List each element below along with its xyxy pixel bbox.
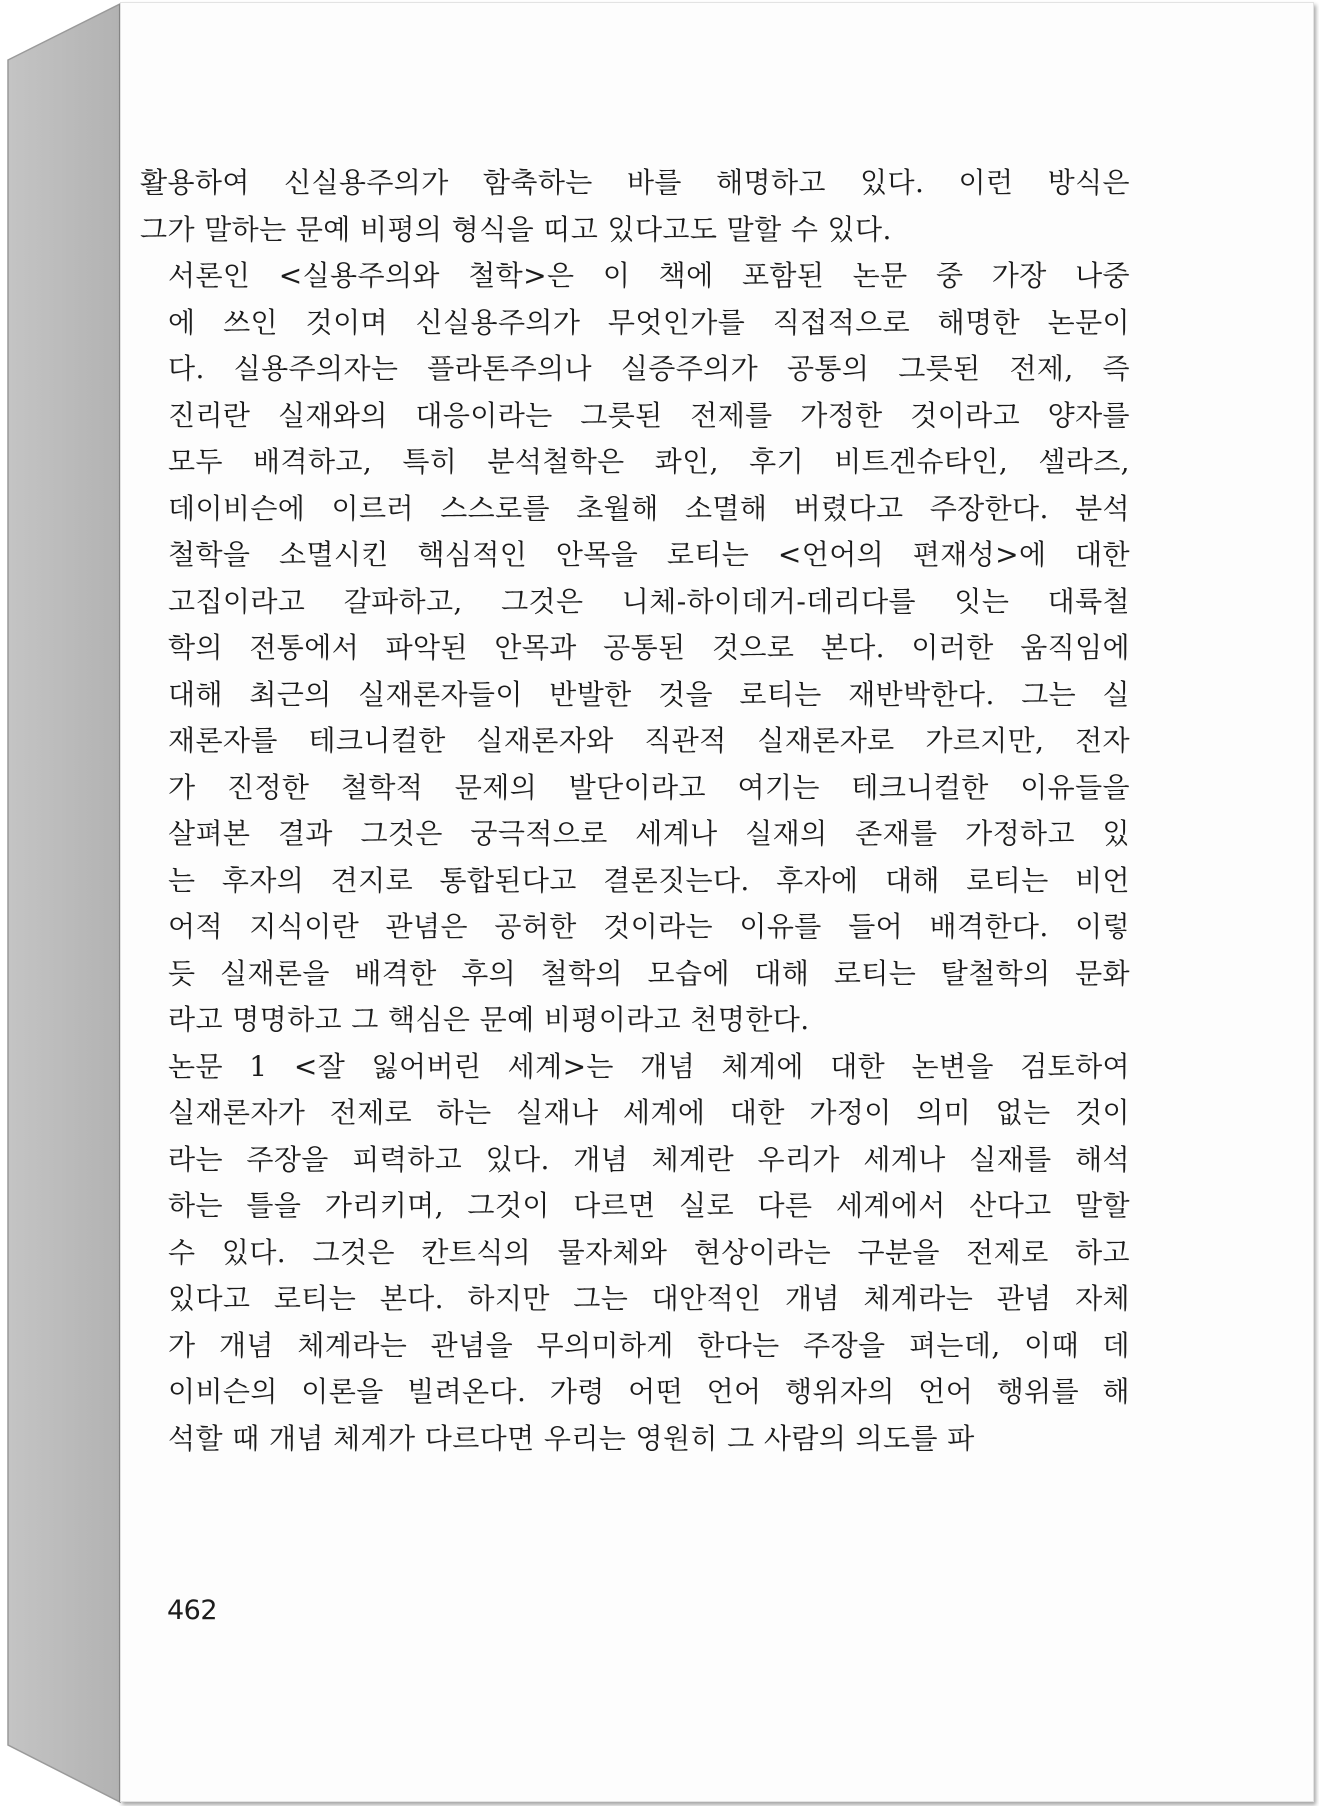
text-line: 재론자를 테크니컬한 실재론자와 직관적 실재론자로 가르지만, 전자 [168, 724, 1130, 757]
text-line: 수 있다. 그것은 칸트식의 물자체와 현상이라는 구분을 전제로 하고 [168, 1235, 1130, 1269]
text-line: 철학을 소멸시킨 핵심적인 안목을 로티는 <언어의 편재성>에 대한 [168, 538, 1130, 571]
text-line: 가 개념 체계라는 관념을 무의미하게 한다는 주장을 펴는데, 이때 데 [168, 1328, 1130, 1362]
text-line: 석할 때 개념 체계가 다르다면 우리는 영원히 그 사람의 의도를 파 [168, 1421, 975, 1455]
text-line: 가 진정한 철학적 문제의 발단이라고 여기는 테크니컬한 이유들을 [168, 770, 1130, 804]
text-line: 살펴본 결과 그것은 궁극적으로 세계나 실재의 존재를 가정하고 있 [168, 817, 1130, 850]
text-line: 진리란 실재와의 대응이라는 그릇된 전제를 가정한 것이라고 양자를 [168, 398, 1130, 432]
text-line: 실재론자가 전제로 하는 실재나 세계에 대한 가정이 의미 없는 것이 [168, 1096, 1130, 1129]
text-line: 활용하여 신실용주의가 함축하는 바를 해명하고 있다. 이런 방식은 [140, 166, 1130, 199]
paragraph [140, 160, 1130, 253]
paragraph [140, 1044, 1130, 1463]
text-line: 학의 전통에서 파악된 안목과 공통된 것으로 본다. 이러한 움직임에 [168, 631, 1130, 664]
text-line: 어적 지식이란 관념은 공허한 것이라는 이유를 들어 배격한다. 이렇 [168, 910, 1130, 943]
paragraph [140, 253, 1130, 1044]
text-line: 듯 실재론을 배격한 후의 철학의 모습에 대해 로티는 탈철학의 문화 [168, 956, 1130, 990]
text-line: 논문 1 <잘 잃어버린 세계>는 개념 체계에 대한 논변을 검토하여 [168, 1049, 1130, 1083]
text-line: 서론인 <실용주의와 철학>은 이 책에 포함된 논문 중 가장 나중 [168, 259, 1130, 292]
text-line: 라는 주장을 피력하고 있다. 개념 체계란 우리가 세계나 실재를 해석 [168, 1142, 1130, 1176]
text-line: 고집이라고 갈파하고, 그것은 니체-하이데거-데리다를 잇는 대륙철 [168, 584, 1130, 618]
text-line: 는 후자의 견지로 통합된다고 결론짓는다. 후자에 대해 로티는 비언 [168, 863, 1130, 897]
text-line: 있다고 로티는 본다. 하지만 그는 대안적인 개념 체계라는 관념 자체 [168, 1282, 1130, 1315]
text-line: 이비슨의 이론을 빌려온다. 가령 어떤 언어 행위자의 언어 행위를 해 [168, 1375, 1130, 1408]
text-line: 대해 최근의 실재론자들이 반발한 것을 로티는 재반박한다. 그는 실 [168, 677, 1130, 711]
text-line: 그가 말하는 문예 비평의 형식을 띠고 있다고도 말할 수 있다. [140, 212, 892, 246]
text-line: 데이비슨에 이르러 스스로를 초월해 소멸해 버렸다고 주장한다. 분석 [168, 491, 1130, 525]
text-line: 모두 배격하고, 특히 분석철학은 콰인, 후기 비트겐슈타인, 셀라즈, [168, 445, 1130, 478]
page-number: 462 [167, 1595, 218, 1626]
text-line: 하는 틀을 가리키며, 그것이 다르면 실로 다른 세계에서 산다고 말할 [168, 1189, 1130, 1222]
text-line: 에 쓰인 것이며 신실용주의가 무엇인가를 직접적으로 해명한 논문이 [168, 305, 1130, 339]
text-line: 다. 실용주의자는 플라톤주의나 실증주의가 공통의 그릇된 전제, 즉 [168, 352, 1130, 385]
page-body-text [140, 160, 1130, 1462]
text-line: 라고 명명하고 그 핵심은 문예 비평이라고 천명한다. [168, 1003, 810, 1036]
